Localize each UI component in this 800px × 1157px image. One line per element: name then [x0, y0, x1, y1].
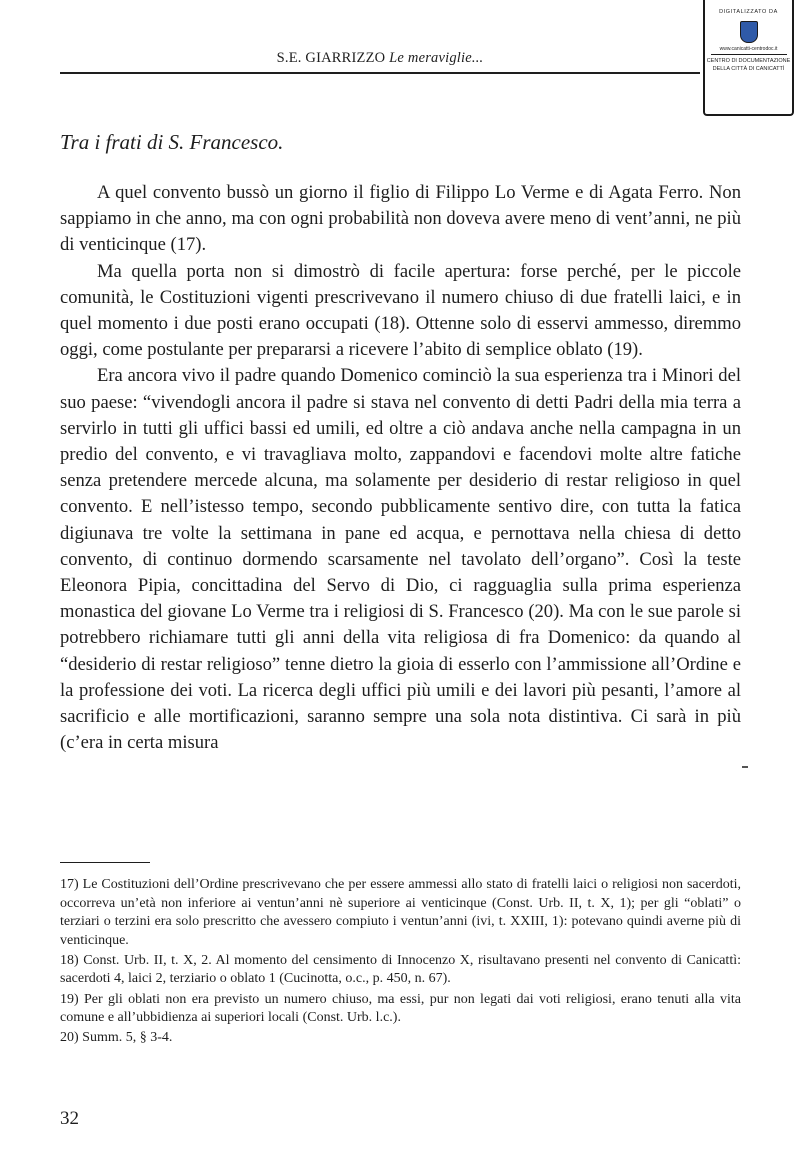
stamp-divider [711, 54, 787, 55]
paragraph: A quel convento bussò un giorno il figlio di Filippo Lo Verme e di Agata Ferro. Non sappiamo in che anno, ma con ogni probabilità non doveva avere meno di vent’anni, ne più di venticinque (17). [60, 182, 741, 256]
digitization-stamp [703, 0, 794, 116]
stamp-line-1: CENTRO DI DOCUMENTAZIONE [706, 58, 791, 64]
footnotes [60, 876, 741, 1049]
paragraph: Era ancora vivo il padre quando Domenico cominciò la sua esperienza tra i Minori del suo paese: “vivendogli ancora il padre si stava nel convento di detti Padri della mia terra a servirlo in tutti gli uffici bassi ed umili, ed oltre a ciò andava anche nella campagna in un predio del convento, e vi travagliava molto, zappandovi e facendovi molte altre fatiche senza pretendere mercede alcuna, ma solamente per desiderio di restar religioso in quel convento. E nell’istesso tempo, secondo pubblicamente sentivo dire, con tutta la fatica digiunava tre volte la settimana in pane ed acqua, e pernottava nella chiesa di detto convento, di continuo dormendo scarsamente nel tavolato dell’organo”. Così la teste Eleonora Pipia, concittadina del Servo di Dio, ci ragguaglia sulla prima esperienza monastica del giovane Lo Verme tra i religiosi di S. Francesco (20). Ma con le sue parole si potrebbero richiamare tutti gli anni della vita religiosa di fra Domenico: da quando al “desiderio di restar religioso” tenne dietro la gioia di esserlo con l’ammissione all’Ordine e la professione dei voti. La ricerca degli uffici più umili e dei lavori più pesanti, l’amore al sacrificio e alle mortificazioni, saranno sempre una sola nota distintiva. Ci sarà in più (c’era in certa misura [60, 365, 741, 754]
footnote: 19) Per gli oblati non era previsto un numero chiuso, ma essi, pur non legati dai voti religiosi, erano tenuti alla vita comune e all’ubbidienza ai superiori locali (Const. Urb. l.c.). [60, 991, 741, 1026]
stamp-url: www.canicatti-centrodoc.it [719, 46, 778, 52]
footnote-rule [60, 862, 150, 863]
running-head-author: S.E. GIARRIZZO [276, 50, 386, 66]
footnote: 18) Const. Urb. II, t. X, 2. Al momento del censimento di Innocenzo X, risultavano presenti nel convento di Canicattì: sacerdoti 4, laici 2, terziario o oblato 1 (Cucinotta, o.c., p. 450, n. 67). [60, 952, 741, 987]
stamp-top-text: DIGITALIZZATO DA [719, 9, 778, 15]
paragraph: Ma quella porta non si dimostrò di facile apertura: forse perché, per le piccole comunità, le Costituzioni vigenti prescrivevano il numero chiuso di due fratelli laici, e in quel momento i due posti erano occupati (18). Ottenne solo di esservi ammesso, diremmo oggi, come postulante per prepararsi a ricevere l’abito di semplice oblato (19). [60, 260, 741, 361]
shield-icon [740, 21, 758, 43]
page-number: 32 [60, 1108, 79, 1129]
scan-mark [742, 766, 748, 768]
running-head-title: Le meraviglie... [389, 50, 484, 66]
running-head [60, 50, 700, 67]
footnote: 17) Le Costituzioni dell’Ordine prescrivevano che per essere ammessi allo stato di fratelli laici o religiosi non sacerdoti, occorreva un’età non inferiore ai ventun’anni nè superiore ai venticinque (Const. Urb. II, t. X, 1); per gli “oblati” o terziari o terzini era solo prescritto che avessero compiuto i ventun’anni (ivi, t. XXIII, 1): potevano quindi averne più di venticinque. [60, 877, 741, 948]
section-title: Tra i frati di S. Francesco. [60, 130, 284, 154]
header-rule [60, 72, 700, 74]
stamp-line-2: DELLA CITTÀ DI CANICATTÌ [712, 66, 785, 72]
body-text [60, 180, 741, 756]
footnote: 20) Summ. 5, § 3-4. [60, 1030, 173, 1046]
